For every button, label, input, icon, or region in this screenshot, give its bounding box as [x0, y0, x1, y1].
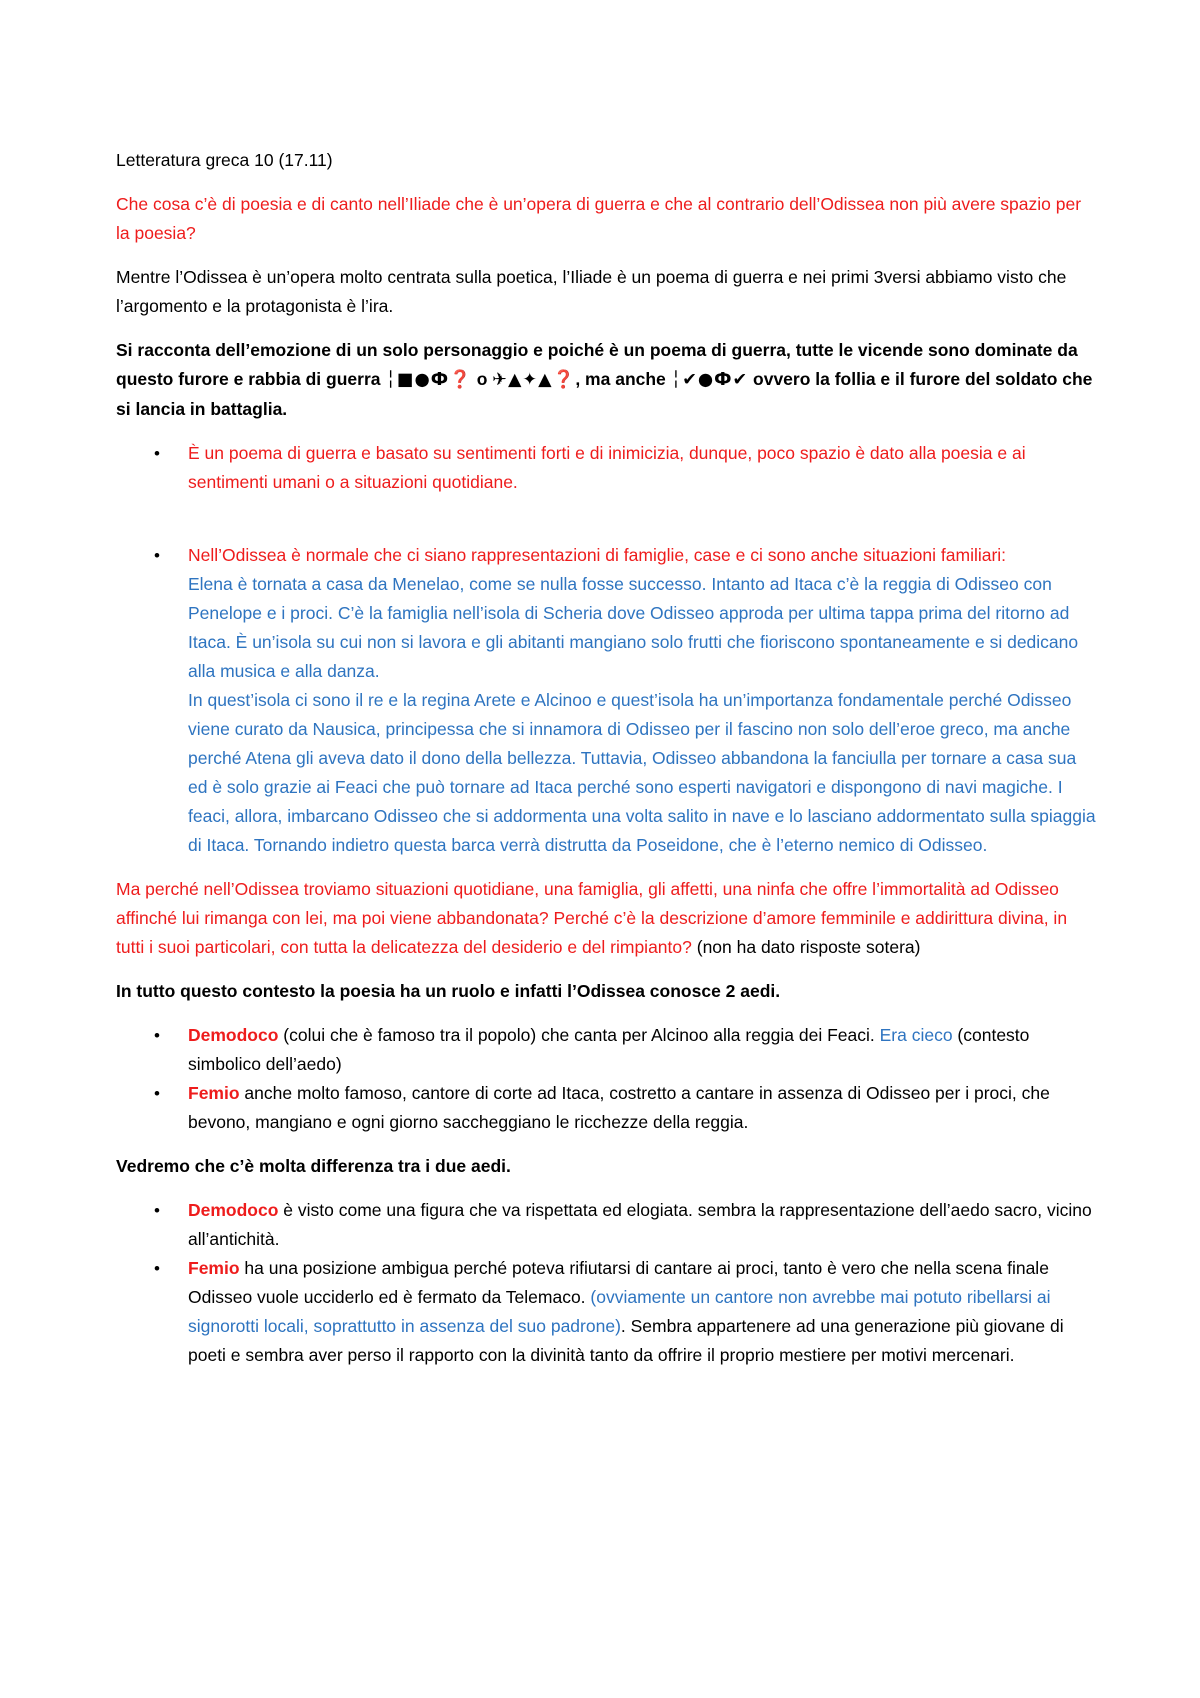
- question-2-text: Ma perché nell’Odissea troviamo situazioni quotidiane, una famiglia, gli affetti, una ninfa che offre l’immortalità ad Odisseo affinché lui rimanga con lei, ma poi viene abbandonata? Perché c’è la descrizione d’amore femminile e addirittura divina, in tutti i suoi particolari, con tutta la delicatezza del desiderio e del rimpianto?: [116, 879, 1068, 957]
- bullet-icon: •: [154, 1084, 160, 1103]
- greek-word-glyphs-1: ╎■●Ф❓: [385, 370, 472, 390]
- bullet-icon: •: [154, 444, 160, 463]
- aedo-name: Demodoco: [188, 1200, 279, 1220]
- list-item: [116, 1079, 1096, 1137]
- paragraph-1: Mentre l’Odissea è un’opera molto centrata sulla poetica, l’Iliade è un poema di guerra e nei primi 3versi abbiamo visto che l’argomento e la protagonista è l’ira.: [116, 267, 1067, 316]
- aedo-name: Femio: [188, 1083, 240, 1103]
- list-item-detail: In quest’isola ci sono il re e la regina Arete e Alcinoo e quest’isola ha un’importanza fondamentale perché Odisseo viene curato da Nausica, principessa che si innamora di Odisseo per il fascino non solo dell’eroe greco, ma anche perché Atena gli aveva dato il dono della bellezza. Tuttavia, Odisseo abbandona la fanciulla per tornare a casa sua ed è solo grazie ai Feaci che può tornare ad Itaca perché sono esperti navigatori e dispongono di navi magiche. I feaci, allora, imbarcano Odisseo che si addormenta una volta salito in nave e lo lasciano addormentato sulla spiaggia di Itaca. Tornando indietro questa barca verrà distrutta da Poseidone, che è l’eterno nemico di Odisseo.: [188, 690, 1096, 855]
- list-item-highlight: (ovviamente un cantore non avrebbe mai potuto ribellarsi ai signorotti locali, soprattutto in assenza del suo padrone): [188, 1287, 1051, 1336]
- paragraph-4: Vedremo che c’è molta differenza tra i due aedi.: [116, 1156, 511, 1176]
- list-item-text: (contesto simbolico dell’aedo): [188, 1025, 1030, 1074]
- bullet-icon: •: [154, 1259, 160, 1278]
- question-2: [116, 875, 1096, 962]
- list-item-highlight: Era cieco: [879, 1025, 953, 1045]
- list-item-text: (colui che è famoso tra il popolo) che canta per Alcinoo alla reggia dei Feaci.: [278, 1025, 880, 1045]
- paragraph-2-text-b: , ma anche: [575, 369, 671, 389]
- document-body: [116, 146, 1096, 1385]
- list-item: [116, 439, 1096, 497]
- list-item: [116, 1196, 1096, 1254]
- aedo-name: Femio: [188, 1258, 240, 1278]
- list-item-detail: Elena è tornata a casa da Menelao, come se nulla fosse successo. Intanto ad Itaca c’è la reggia di Odisseo con Penelope e i proci. C’è la famiglia nell’isola di Scheria dove Odisseo approda per ultima tappa prima del ritorno ad Itaca. È un’isola su cui non si lavora e gli abitanti mangiano solo frutti che fioriscono spontaneamente e si dedicano alla musica e alla danza.: [188, 574, 1079, 681]
- paragraph-2-conj: o: [471, 369, 493, 389]
- list-item: [116, 1021, 1096, 1079]
- list-item-text: è visto come una figura che va rispettata ed elogiata. sembra la rappresentazione dell’aedo sacro, vicino all’antichità.: [188, 1200, 1092, 1249]
- bullet-icon: •: [154, 1026, 160, 1045]
- list-item: [116, 1254, 1096, 1370]
- list-item-text: anche molto famoso, cantore di corte ad Itaca, costretto a cantare in assenza di Odisseo per i proci, che bevono, mangiano e ogni giorno saccheggiano le ricchezze della reggia.: [188, 1083, 1050, 1132]
- list-item-text: . Sembra appartenere ad una generazione più giovane di poeti e sembra aver perso il rapporto con la divinità tanto da offrire il proprio mestiere per motivi mercenari.: [188, 1316, 1064, 1365]
- bullet-list-2: [116, 1021, 1096, 1137]
- question-2-note: (non ha dato risposte sotera): [691, 937, 921, 957]
- aedo-name: Demodoco: [188, 1025, 279, 1045]
- bullet-icon: •: [154, 1201, 160, 1220]
- greek-word-glyphs-3: ╎✔●Ф✔: [670, 370, 749, 390]
- list-item-text: ha una posizione ambigua perché poteva rifiutarsi di cantare ai proci, tanto è vero che nella scena finale Odisseo vuole ucciderlo ed è fermato da Telemaco.: [188, 1258, 1049, 1307]
- list-item-text: È un poema di guerra e basato su sentimenti forti e di inimicizia, dunque, poco spazio è dato alla poesia e ai sentimenti umani o a situazioni quotidiane.: [188, 443, 1026, 492]
- paragraph-2: [116, 336, 1096, 424]
- paragraph-2-text-c: ovvero la follia e il furore del soldato che si lancia in battaglia.: [116, 369, 1093, 419]
- bullet-list-3: [116, 1196, 1096, 1370]
- greek-word-glyphs-2: ✈▲✦▲❓: [492, 370, 576, 390]
- bullet-list-1: [116, 439, 1096, 860]
- list-spacer: [116, 497, 1096, 541]
- paragraph-2-text-a: Si racconta dell’emozione di un solo personaggio e poiché è un poema di guerra, tutte le vicende sono dominate da questo furore e rabbia di guerra: [116, 340, 1078, 389]
- list-item: [116, 541, 1096, 860]
- paragraph-3: In tutto questo contesto la poesia ha un ruolo e infatti l’Odissea conosce 2 aedi.: [116, 981, 781, 1001]
- question-1: Che cosa c’è di poesia e di canto nell’Iliade che è un’opera di guerra e che al contrario dell’Odissea non più avere spazio per la poesia?: [116, 194, 1082, 243]
- bullet-icon: •: [154, 546, 160, 565]
- document-title: Letteratura greca 10 (17.11): [116, 150, 333, 170]
- list-item-text: Nell’Odissea è normale che ci siano rappresentazioni di famiglie, case e ci sono anche situazioni familiari:: [188, 545, 1007, 565]
